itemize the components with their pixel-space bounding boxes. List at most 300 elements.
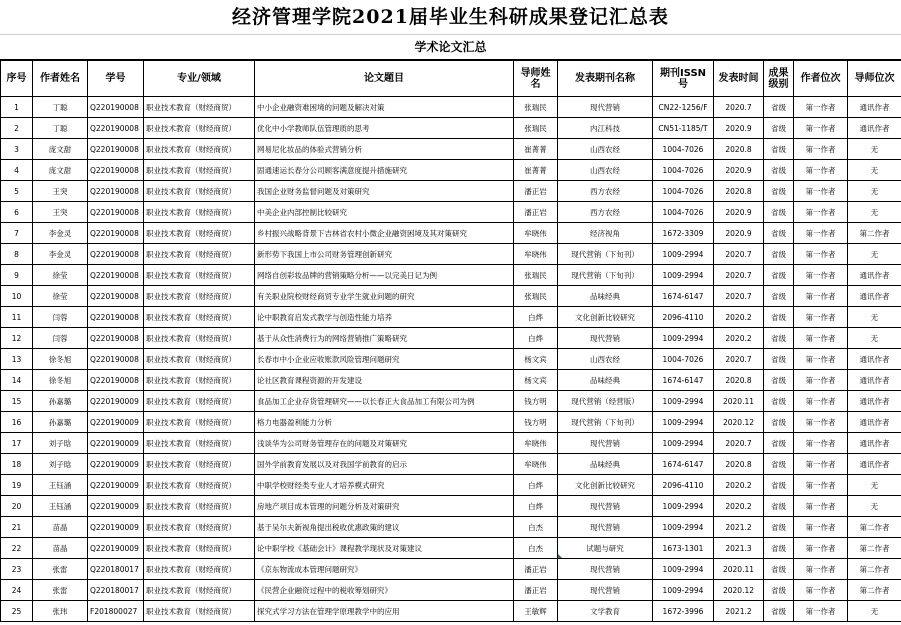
col-header-student-id[interactable]: 学号 <box>88 61 144 97</box>
cell-author[interactable]: 张雷 <box>33 559 88 580</box>
cell-advisor-rank[interactable]: 第二作者 <box>848 538 901 559</box>
cell-advisor[interactable]: 钱方明 <box>514 412 558 433</box>
cell-advisor[interactable]: 杨文宾 <box>514 349 558 370</box>
cell-author-rank[interactable]: 第一作者 <box>794 496 848 517</box>
cell-advisor-rank[interactable]: 通讯作者 <box>848 349 901 370</box>
cell-issn[interactable]: 1009-2994 <box>653 559 714 580</box>
cell-advisor-rank[interactable]: 无 <box>848 475 901 496</box>
cell-level[interactable]: 省级 <box>764 244 794 265</box>
cell-student-id[interactable]: Q220190008 <box>88 97 144 118</box>
cell-date[interactable]: 2020.9 <box>714 118 764 139</box>
cell-level[interactable]: 省级 <box>764 349 794 370</box>
cell-advisor-rank[interactable]: 通讯作者 <box>848 412 901 433</box>
cell-major[interactable]: 职业技术教育（财经商贸） <box>144 370 255 391</box>
cell-paper-title[interactable]: 优化中小学教师队伍管理质的思考 <box>255 118 514 139</box>
cell-issn[interactable]: 1004-7026 <box>653 160 714 181</box>
cell-author[interactable]: 徐莹 <box>33 265 88 286</box>
cell-journal[interactable]: 品味经典 <box>558 454 653 475</box>
cell-date[interactable]: 2020.11 <box>714 559 764 580</box>
cell-major[interactable]: 职业技术教育（财经商贸） <box>144 517 255 538</box>
cell-level[interactable]: 省级 <box>764 454 794 475</box>
cell-date[interactable]: 2020.9 <box>714 202 764 223</box>
cell-index[interactable]: 10 <box>1 286 33 307</box>
cell-advisor[interactable]: 白烨 <box>514 475 558 496</box>
cell-author-rank[interactable]: 第一作者 <box>794 265 848 286</box>
cell-level[interactable]: 省级 <box>764 286 794 307</box>
cell-date[interactable]: 2020.2 <box>714 307 764 328</box>
cell-journal[interactable]: 现代营销（下旬刊） <box>558 412 653 433</box>
cell-advisor[interactable]: 白烨 <box>514 328 558 349</box>
cell-journal[interactable]: 文化创新比较研究 <box>558 475 653 496</box>
cell-author[interactable]: 丁聪 <box>33 118 88 139</box>
cell-author-rank[interactable]: 第一作者 <box>794 475 848 496</box>
cell-author-rank[interactable]: 第一作者 <box>794 202 848 223</box>
cell-date[interactable]: 2020.8 <box>714 181 764 202</box>
cell-date[interactable]: 2020.8 <box>714 454 764 475</box>
cell-author[interactable]: 庞文甜 <box>33 160 88 181</box>
cell-author[interactable]: 王突 <box>33 202 88 223</box>
cell-level[interactable]: 省级 <box>764 475 794 496</box>
cell-major[interactable]: 职业技术教育（财经商贸） <box>144 454 255 475</box>
cell-journal[interactable]: 品味经典 <box>558 286 653 307</box>
cell-date[interactable]: 2021.3 <box>714 538 764 559</box>
cell-date[interactable]: 2020.9 <box>714 160 764 181</box>
cell-advisor[interactable]: 张瑞民 <box>514 118 558 139</box>
cell-author-rank[interactable]: 第一作者 <box>794 559 848 580</box>
cell-date[interactable]: 2020.7 <box>714 97 764 118</box>
cell-level[interactable]: 省级 <box>764 223 794 244</box>
cell-advisor[interactable]: 潘正岩 <box>514 580 558 601</box>
cell-journal[interactable]: 现代营销（下旬刊） <box>558 244 653 265</box>
cell-author[interactable]: 张玮 <box>33 601 88 622</box>
cell-paper-title[interactable]: 论中职教育启发式教学与创造性能力培养 <box>255 307 514 328</box>
cell-paper-title[interactable]: 格力电器盈利能力分析 <box>255 412 514 433</box>
cell-journal[interactable]: 现代营销 <box>558 580 653 601</box>
cell-major[interactable]: 职业技术教育（财经商贸） <box>144 118 255 139</box>
cell-author[interactable]: 王钰涵 <box>33 475 88 496</box>
cell-paper-title[interactable]: 浅谈华为公司财务管理存在的问题及对策研究 <box>255 433 514 454</box>
cell-issn[interactable]: 1009-2994 <box>653 517 714 538</box>
cell-date[interactable]: 2021.2 <box>714 601 764 622</box>
cell-journal[interactable]: 现代营销（经营版） <box>558 391 653 412</box>
cell-author[interactable]: 庞文甜 <box>33 139 88 160</box>
cell-index[interactable]: 11 <box>1 307 33 328</box>
cell-student-id[interactable]: Q220190008 <box>88 286 144 307</box>
cell-journal[interactable]: 现代营销 <box>558 559 653 580</box>
cell-journal[interactable]: 现代营销 <box>558 433 653 454</box>
cell-author[interactable]: 苗晶 <box>33 517 88 538</box>
cell-journal[interactable]: 内江科技 <box>558 118 653 139</box>
cell-student-id[interactable]: Q220190008 <box>88 118 144 139</box>
cell-advisor-rank[interactable]: 第二作者 <box>848 223 901 244</box>
cell-paper-title[interactable]: 论社区教育课程资源的开发建设 <box>255 370 514 391</box>
cell-advisor-rank[interactable]: 通讯作者 <box>848 97 901 118</box>
cell-issn[interactable]: 1009-2994 <box>653 328 714 349</box>
cell-issn[interactable]: 1674-6147 <box>653 286 714 307</box>
cell-journal[interactable]: 经济视角 <box>558 223 653 244</box>
cell-index[interactable]: 6 <box>1 202 33 223</box>
cell-advisor-rank[interactable]: 无 <box>848 139 901 160</box>
cell-level[interactable]: 省级 <box>764 328 794 349</box>
col-header-journal[interactable]: 发表期刊名称 <box>558 61 653 97</box>
cell-level[interactable]: 省级 <box>764 412 794 433</box>
cell-author-rank[interactable]: 第一作者 <box>794 433 848 454</box>
cell-author[interactable]: 刘子晗 <box>33 454 88 475</box>
cell-student-id[interactable]: Q220190008 <box>88 328 144 349</box>
cell-date[interactable]: 2020.8 <box>714 139 764 160</box>
cell-date[interactable]: 2020.7 <box>714 265 764 286</box>
cell-issn[interactable]: 1004-7026 <box>653 139 714 160</box>
cell-author-rank[interactable]: 第一作者 <box>794 181 848 202</box>
cell-advisor[interactable]: 牟晓伟 <box>514 454 558 475</box>
cell-paper-title[interactable]: 中职学校财经类专业人才培养模式研究 <box>255 475 514 496</box>
cell-index[interactable]: 16 <box>1 412 33 433</box>
cell-journal[interactable]: 现代营销 <box>558 496 653 517</box>
cell-issn[interactable]: 1004-7026 <box>653 202 714 223</box>
cell-issn[interactable]: 2096-4110 <box>653 307 714 328</box>
cell-issn[interactable]: 1009-2994 <box>653 412 714 433</box>
cell-issn[interactable]: 1009-2994 <box>653 496 714 517</box>
cell-author[interactable]: 李金灵 <box>33 223 88 244</box>
cell-date[interactable]: 2020.12 <box>714 412 764 433</box>
cell-issn[interactable]: CN51-1185/T <box>653 118 714 139</box>
cell-author[interactable]: 闫蓉 <box>33 328 88 349</box>
cell-author-rank[interactable]: 第一作者 <box>794 160 848 181</box>
cell-level[interactable]: 省级 <box>764 559 794 580</box>
cell-author-rank[interactable]: 第一作者 <box>794 538 848 559</box>
cell-paper-title[interactable]: 房地产项目成本管理的问题分析及对策研究 <box>255 496 514 517</box>
cell-author-rank[interactable]: 第一作者 <box>794 286 848 307</box>
cell-journal[interactable]: 试题与研究 <box>558 538 653 559</box>
cell-author-rank[interactable]: 第一作者 <box>794 391 848 412</box>
cell-paper-title[interactable]: 《京东物流成本管理问题研究》 <box>255 559 514 580</box>
cell-major[interactable]: 职业技术教育（财经商贸） <box>144 328 255 349</box>
cell-student-id[interactable]: Q220190008 <box>88 202 144 223</box>
cell-index[interactable]: 13 <box>1 349 33 370</box>
cell-student-id[interactable]: Q220190009 <box>88 454 144 475</box>
cell-issn[interactable]: 1004-7026 <box>653 181 714 202</box>
cell-index[interactable]: 22 <box>1 538 33 559</box>
cell-author[interactable]: 张雷 <box>33 580 88 601</box>
cell-author-rank[interactable]: 第一作者 <box>794 517 848 538</box>
cell-advisor-rank[interactable]: 第二作者 <box>848 517 901 538</box>
cell-index[interactable]: 2 <box>1 118 33 139</box>
cell-major[interactable]: 职业技术教育（财经商贸） <box>144 265 255 286</box>
cell-student-id[interactable]: Q220190008 <box>88 139 144 160</box>
cell-journal[interactable]: 西方农经 <box>558 181 653 202</box>
col-header-date[interactable]: 发表时间 <box>714 61 764 97</box>
cell-author-rank[interactable]: 第一作者 <box>794 412 848 433</box>
col-header-author-rank[interactable]: 作者位次 <box>794 61 848 97</box>
cell-level[interactable]: 省级 <box>764 181 794 202</box>
cell-issn[interactable]: 1674-6147 <box>653 454 714 475</box>
cell-student-id[interactable]: Q220190009 <box>88 433 144 454</box>
cell-issn[interactable]: 1009-2994 <box>653 433 714 454</box>
cell-advisor[interactable]: 白烨 <box>514 307 558 328</box>
cell-paper-title[interactable]: 乡村振兴战略背景下吉林省农村小微企业融资困境及其对策研究 <box>255 223 514 244</box>
cell-journal[interactable]: 品味经典 <box>558 370 653 391</box>
cell-paper-title[interactable]: 固通速运长春分公司顾客满意度提升措施研究 <box>255 160 514 181</box>
cell-major[interactable]: 职业技术教育（财经商贸） <box>144 181 255 202</box>
col-header-advisor-rank[interactable]: 导师位次 <box>848 61 901 97</box>
cell-advisor[interactable]: 白烨 <box>514 496 558 517</box>
cell-date[interactable]: 2020.2 <box>714 475 764 496</box>
cell-advisor[interactable]: 钱方明 <box>514 391 558 412</box>
cell-author[interactable]: 徐冬旭 <box>33 370 88 391</box>
cell-advisor[interactable]: 牟晓伟 <box>514 223 558 244</box>
cell-level[interactable]: 省级 <box>764 370 794 391</box>
cell-major[interactable]: 职业技术教育（财经商贸） <box>144 433 255 454</box>
cell-author[interactable]: 徐莹 <box>33 286 88 307</box>
cell-paper-title[interactable]: 论中职学校《基础会计》课程教学现状及对策建议 <box>255 538 514 559</box>
cell-author[interactable]: 丁聪 <box>33 97 88 118</box>
cell-student-id[interactable]: Q220190008 <box>88 160 144 181</box>
cell-author[interactable]: 李金灵 <box>33 244 88 265</box>
cell-author[interactable]: 孙嘉璐 <box>33 412 88 433</box>
cell-paper-title[interactable]: 基于吴尔夫新视角提出税收优惠政策的建议 <box>255 517 514 538</box>
cell-index[interactable]: 7 <box>1 223 33 244</box>
cell-author[interactable]: 苗晶 <box>33 538 88 559</box>
cell-student-id[interactable]: Q220190008 <box>88 307 144 328</box>
cell-level[interactable]: 省级 <box>764 265 794 286</box>
cell-advisor-rank[interactable]: 无 <box>848 202 901 223</box>
cell-author[interactable]: 刘子晗 <box>33 433 88 454</box>
cell-index[interactable]: 24 <box>1 580 33 601</box>
cell-level[interactable]: 省级 <box>764 433 794 454</box>
cell-author[interactable]: 王突 <box>33 181 88 202</box>
cell-student-id[interactable]: Q220180017 <box>88 580 144 601</box>
cell-author-rank[interactable]: 第一作者 <box>794 97 848 118</box>
cell-major[interactable]: 职业技术教育（财经商贸） <box>144 307 255 328</box>
cell-paper-title[interactable]: 《民营企业融资过程中的税收筹划研究》 <box>255 580 514 601</box>
cell-major[interactable]: 职业技术教育（财经商贸） <box>144 475 255 496</box>
cell-date[interactable]: 2020.9 <box>714 223 764 244</box>
cell-advisor[interactable]: 潘正岩 <box>514 181 558 202</box>
cell-level[interactable]: 省级 <box>764 496 794 517</box>
cell-major[interactable]: 职业技术教育（财经商贸） <box>144 538 255 559</box>
cell-issn[interactable]: 1009-2994 <box>653 391 714 412</box>
col-header-index[interactable]: 序号 <box>1 61 33 97</box>
cell-paper-title[interactable]: 新形势下我国上市公司财务管理创新研究 <box>255 244 514 265</box>
cell-author-rank[interactable]: 第一作者 <box>794 454 848 475</box>
cell-date[interactable]: 2020.7 <box>714 286 764 307</box>
cell-index[interactable]: 4 <box>1 160 33 181</box>
cell-major[interactable]: 职业技术教育（财经商贸） <box>144 97 255 118</box>
cell-journal[interactable]: 山西农经 <box>558 139 653 160</box>
cell-author[interactable]: 孙嘉璐 <box>33 391 88 412</box>
col-header-level[interactable]: 成果级别 <box>764 61 794 97</box>
cell-student-id[interactable]: Q220190008 <box>88 181 144 202</box>
col-header-paper-title[interactable]: 论文题目 <box>255 61 514 97</box>
cell-level[interactable]: 省级 <box>764 580 794 601</box>
cell-level[interactable]: 省级 <box>764 307 794 328</box>
cell-paper-title[interactable]: 长春市中小企业应收账款风险管理问题研究 <box>255 349 514 370</box>
cell-author-rank[interactable]: 第一作者 <box>794 307 848 328</box>
cell-issn[interactable]: CN22-1256/F <box>653 97 714 118</box>
cell-index[interactable]: 21 <box>1 517 33 538</box>
cell-level[interactable]: 省级 <box>764 202 794 223</box>
cell-student-id[interactable]: Q220190009 <box>88 475 144 496</box>
cell-advisor[interactable]: 牟晓伟 <box>514 433 558 454</box>
cell-index[interactable]: 9 <box>1 265 33 286</box>
cell-author-rank[interactable]: 第一作者 <box>794 244 848 265</box>
cell-student-id[interactable]: Q220190008 <box>88 349 144 370</box>
cell-paper-title[interactable]: 中小企业融资难困境的问题及解决对策 <box>255 97 514 118</box>
cell-advisor[interactable]: 白杰 <box>514 517 558 538</box>
cell-paper-title[interactable]: 网易尼化妆品的体验式营销分析 <box>255 139 514 160</box>
cell-author-rank[interactable]: 第一作者 <box>794 349 848 370</box>
cell-level[interactable]: 省级 <box>764 391 794 412</box>
cell-level[interactable]: 省级 <box>764 517 794 538</box>
cell-index[interactable]: 20 <box>1 496 33 517</box>
cell-author[interactable]: 闫蓉 <box>33 307 88 328</box>
cell-journal[interactable]: 现代营销 <box>558 517 653 538</box>
cell-advisor[interactable]: 杨文宾 <box>514 370 558 391</box>
cell-index[interactable]: 3 <box>1 139 33 160</box>
cell-major[interactable]: 职业技术教育（财经商贸） <box>144 160 255 181</box>
col-header-author[interactable]: 作者姓名 <box>33 61 88 97</box>
cell-issn[interactable]: 1009-2994 <box>653 244 714 265</box>
cell-issn[interactable]: 1672-3309 <box>653 223 714 244</box>
cell-index[interactable]: 1 <box>1 97 33 118</box>
cell-author[interactable]: 王钰涵 <box>33 496 88 517</box>
cell-student-id[interactable]: Q220190009 <box>88 538 144 559</box>
cell-journal[interactable]: 现代营销 <box>558 328 653 349</box>
cell-author-rank[interactable]: 第一作者 <box>794 328 848 349</box>
cell-author-rank[interactable]: 第一作者 <box>794 370 848 391</box>
cell-major[interactable]: 职业技术教育（财经商贸） <box>144 349 255 370</box>
cell-student-id[interactable]: Q220190009 <box>88 412 144 433</box>
cell-journal[interactable]: 山西农经 <box>558 160 653 181</box>
cell-advisor[interactable]: 张瑞民 <box>514 265 558 286</box>
cell-student-id[interactable]: Q220190009 <box>88 496 144 517</box>
cell-date[interactable]: 2020.8 <box>714 370 764 391</box>
cell-advisor[interactable]: 张瑞民 <box>514 97 558 118</box>
cell-major[interactable]: 职业技术教育（财经商贸） <box>144 139 255 160</box>
cell-index[interactable]: 8 <box>1 244 33 265</box>
cell-index[interactable]: 17 <box>1 433 33 454</box>
cell-major[interactable]: 职业技术教育（财经商贸） <box>144 601 255 622</box>
cell-paper-title[interactable]: 中美企业内部控制比较研究 <box>255 202 514 223</box>
cell-issn[interactable]: 1004-7026 <box>653 349 714 370</box>
cell-advisor-rank[interactable]: 通讯作者 <box>848 286 901 307</box>
cell-student-id[interactable]: Q220190009 <box>88 517 144 538</box>
cell-date[interactable]: 2020.12 <box>714 580 764 601</box>
cell-paper-title[interactable]: 探究式学习方法在管理学原理教学中的应用 <box>255 601 514 622</box>
cell-advisor[interactable]: 王敏辉 <box>514 601 558 622</box>
cell-date[interactable]: 2020.2 <box>714 496 764 517</box>
cell-major[interactable]: 职业技术教育（财经商贸） <box>144 202 255 223</box>
cell-index[interactable]: 15 <box>1 391 33 412</box>
cell-issn[interactable]: 1009-2994 <box>653 580 714 601</box>
cell-author-rank[interactable]: 第一作者 <box>794 580 848 601</box>
cell-date[interactable]: 2020.7 <box>714 244 764 265</box>
cell-paper-title[interactable]: 国外学前教育发展以及对我国学前教育的启示 <box>255 454 514 475</box>
cell-major[interactable]: 职业技术教育（财经商贸） <box>144 391 255 412</box>
col-header-issn[interactable]: 期刊ISSN号 <box>653 61 714 97</box>
cell-student-id[interactable]: Q220190008 <box>88 223 144 244</box>
cell-journal[interactable]: 现代营销 <box>558 97 653 118</box>
cell-issn[interactable]: 1009-2994 <box>653 265 714 286</box>
cell-journal[interactable]: 山西农经 <box>558 349 653 370</box>
cell-advisor-rank[interactable]: 通讯作者 <box>848 370 901 391</box>
cell-journal[interactable]: 文化创新比较研究 <box>558 307 653 328</box>
col-header-advisor[interactable]: 导师姓名 <box>514 61 558 97</box>
cell-index[interactable]: 5 <box>1 181 33 202</box>
cell-paper-title[interactable]: 食品加工企业存货管理研究——以长春正大食品加工有限公司为例 <box>255 391 514 412</box>
cell-paper-title[interactable]: 我国企业财务监督问题及对策研究 <box>255 181 514 202</box>
cell-advisor-rank[interactable]: 第二作者 <box>848 580 901 601</box>
cell-paper-title[interactable]: 基于从众性消费行为的网络营销推广策略研究 <box>255 328 514 349</box>
cell-paper-title[interactable]: 有关职业院校财经商贸专业学生就业问题的研究 <box>255 286 514 307</box>
cell-level[interactable]: 省级 <box>764 118 794 139</box>
cell-advisor-rank[interactable]: 通讯作者 <box>848 433 901 454</box>
cell-advisor[interactable]: 潘正岩 <box>514 559 558 580</box>
cell-level[interactable]: 省级 <box>764 139 794 160</box>
cell-advisor-rank[interactable]: 通讯作者 <box>848 391 901 412</box>
col-header-major[interactable]: 专业/领域 <box>144 61 255 97</box>
cell-advisor[interactable]: 崔菁菁 <box>514 160 558 181</box>
cell-index[interactable]: 25 <box>1 601 33 622</box>
cell-author-rank[interactable]: 第一作者 <box>794 223 848 244</box>
cell-author-rank[interactable]: 第一作者 <box>794 118 848 139</box>
cell-major[interactable]: 职业技术教育（财经商贸） <box>144 559 255 580</box>
cell-advisor-rank[interactable]: 通讯作者 <box>848 118 901 139</box>
cell-index[interactable]: 23 <box>1 559 33 580</box>
cell-student-id[interactable]: Q220180017 <box>88 559 144 580</box>
cell-major[interactable]: 职业技术教育（财经商贸） <box>144 244 255 265</box>
cell-index[interactable]: 19 <box>1 475 33 496</box>
cell-student-id[interactable]: F201800027 <box>88 601 144 622</box>
cell-student-id[interactable]: Q220190008 <box>88 370 144 391</box>
cell-date[interactable]: 2021.2 <box>714 517 764 538</box>
cell-index[interactable]: 14 <box>1 370 33 391</box>
cell-advisor-rank[interactable]: 无 <box>848 244 901 265</box>
cell-advisor-rank[interactable]: 无 <box>848 496 901 517</box>
cell-issn[interactable]: 1672-3996 <box>653 601 714 622</box>
cell-level[interactable]: 省级 <box>764 160 794 181</box>
cell-advisor-rank[interactable]: 无 <box>848 328 901 349</box>
cell-major[interactable]: 职业技术教育（财经商贸） <box>144 286 255 307</box>
cell-level[interactable]: 省级 <box>764 97 794 118</box>
cell-student-id[interactable]: Q220190008 <box>88 244 144 265</box>
cell-author-rank[interactable]: 第一作者 <box>794 601 848 622</box>
cell-issn[interactable]: 1674-6147 <box>653 370 714 391</box>
cell-index[interactable]: 12 <box>1 328 33 349</box>
cell-advisor-rank[interactable]: 无 <box>848 160 901 181</box>
cell-date[interactable]: 2020.7 <box>714 349 764 370</box>
cell-level[interactable]: 省级 <box>764 601 794 622</box>
cell-issn[interactable]: 2096-4110 <box>653 475 714 496</box>
cell-journal[interactable]: 现代营销（下旬刊） <box>558 265 653 286</box>
cell-student-id[interactable]: Q220190008 <box>88 265 144 286</box>
cell-advisor[interactable]: 白杰 <box>514 538 558 559</box>
cell-advisor[interactable]: 张瑞民 <box>514 286 558 307</box>
cell-advisor[interactable]: 牟晓伟 <box>514 244 558 265</box>
cell-level[interactable]: 省级 <box>764 538 794 559</box>
cell-major[interactable]: 职业技术教育（财经商贸） <box>144 223 255 244</box>
cell-advisor-rank[interactable]: 通讯作者 <box>848 265 901 286</box>
cell-author[interactable]: 徐冬旭 <box>33 349 88 370</box>
cell-author-rank[interactable]: 第一作者 <box>794 139 848 160</box>
cell-advisor-rank[interactable]: 无 <box>848 601 901 622</box>
cell-student-id[interactable]: Q220190009 <box>88 391 144 412</box>
cell-advisor[interactable]: 潘正岩 <box>514 202 558 223</box>
cell-issn[interactable]: 1673-1301 <box>653 538 714 559</box>
cell-major[interactable]: 职业技术教育（财经商贸） <box>144 496 255 517</box>
cell-journal[interactable]: 西方农经 <box>558 202 653 223</box>
cell-major[interactable]: 职业技术教育（财经商贸） <box>144 412 255 433</box>
